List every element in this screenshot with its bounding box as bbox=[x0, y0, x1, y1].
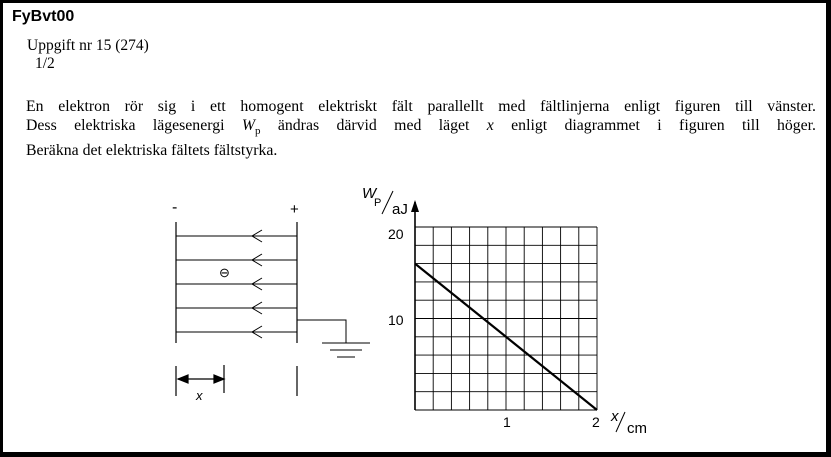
problem-line-3: Beräkna det elektriska fältets fältstyrka. bbox=[26, 142, 278, 160]
y-label-sub: P bbox=[374, 197, 382, 209]
x-label-unit: cm bbox=[627, 420, 647, 437]
field-lines bbox=[176, 230, 297, 338]
figure-area bbox=[3, 3, 826, 452]
x-tick-label: 1 bbox=[503, 414, 511, 430]
problem-line-2-post: enligt diagrammet i figuren till höger. bbox=[493, 117, 816, 134]
document-frame bbox=[3, 3, 826, 452]
x-label-var: x bbox=[611, 408, 619, 425]
ground-icon bbox=[297, 320, 370, 357]
position-symbol: x bbox=[486, 117, 494, 134]
energy-symbol: W bbox=[241, 117, 256, 134]
problem-line-2-pre: Dess elektriska lägesenergi bbox=[26, 117, 242, 134]
energy-subscript: p bbox=[255, 125, 261, 138]
x-tick-label: 2 bbox=[592, 414, 600, 430]
y-axis-arrow-icon bbox=[411, 200, 419, 212]
electron-icon: ⊖ bbox=[219, 265, 230, 280]
energy-chart bbox=[362, 185, 647, 437]
arrowhead-right-icon bbox=[214, 375, 224, 383]
ground-wire bbox=[297, 320, 346, 343]
arrowhead-left-icon bbox=[178, 375, 188, 383]
x-dimension-label: x bbox=[196, 388, 203, 403]
problem-line-1: En elektron rör sig i ett homogent elektriskt fält parallellt med fältlinjerna enligt figuren till vänster. bbox=[26, 98, 816, 115]
y-label-var: W bbox=[362, 185, 377, 202]
y-tick-label: 20 bbox=[388, 226, 404, 242]
problem-line-2-mid: ändras därvid med läget bbox=[260, 117, 487, 134]
task-part: 1/2 bbox=[35, 55, 55, 72]
plus-label: + bbox=[290, 201, 299, 218]
task-title: Uppgift nr 15 (274) bbox=[27, 37, 149, 54]
field-figure bbox=[172, 199, 370, 403]
minus-label: - bbox=[172, 199, 178, 216]
y-tick-label: 10 bbox=[388, 312, 404, 328]
y-label-unit: aJ bbox=[392, 201, 408, 218]
document-code: FyBvt00 bbox=[12, 8, 75, 25]
chart-grid bbox=[415, 227, 597, 410]
